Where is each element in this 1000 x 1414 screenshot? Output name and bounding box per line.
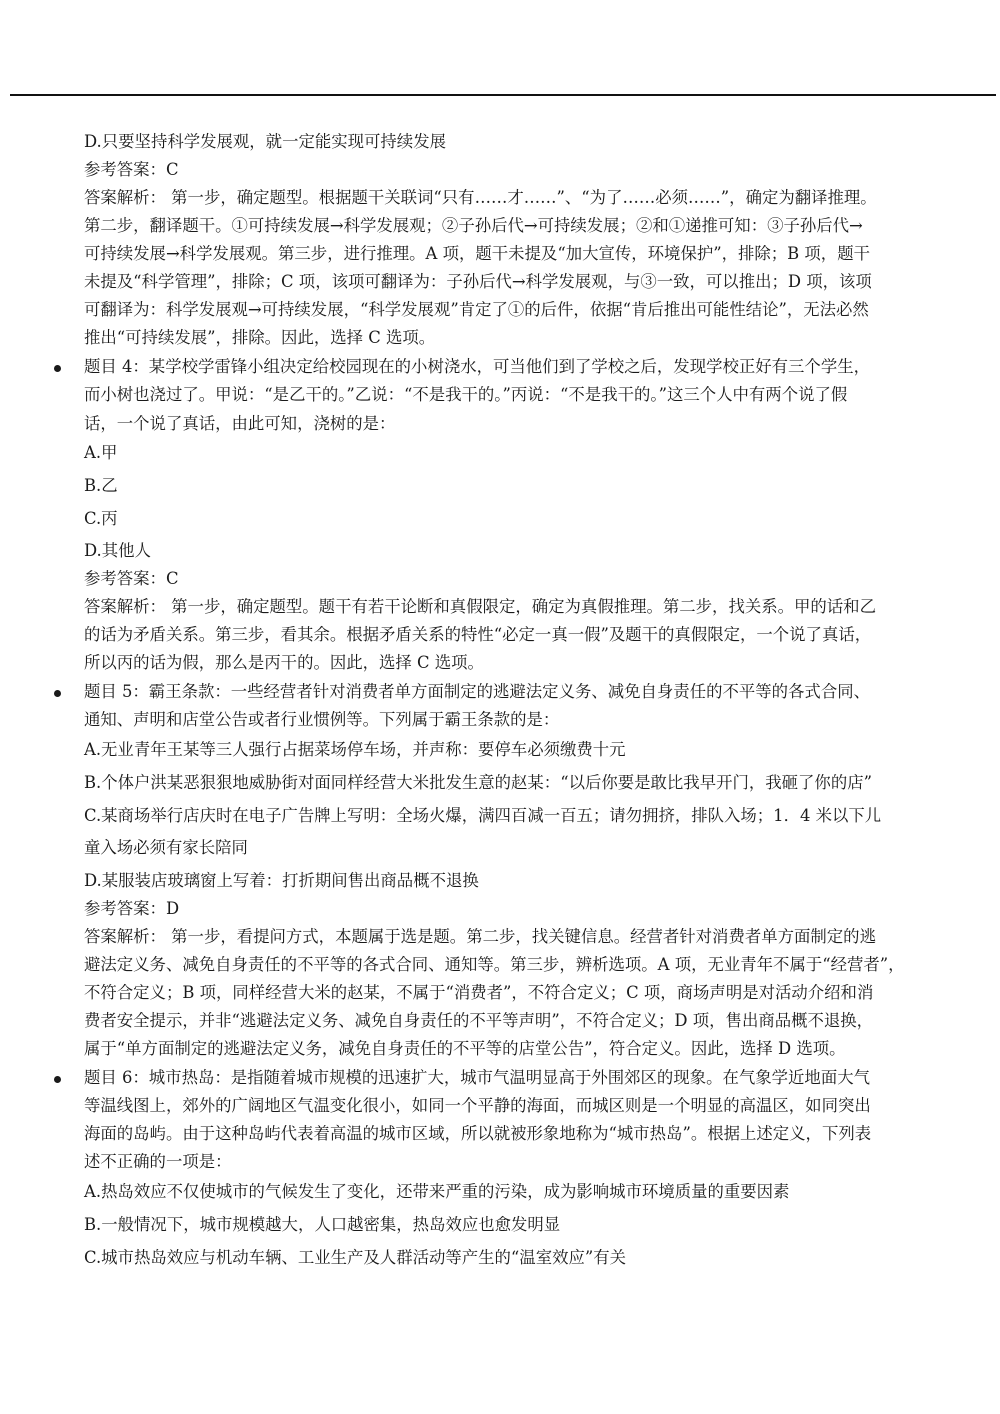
q5-answer: 参考答案：D: [84, 899, 180, 918]
q3-analysis-line: 推出“可持续发展”，排除。因此，选择 C 选项。: [84, 328, 436, 347]
q6-option-a: A.热岛效应不仅使城市的气候发生了变化，还带来严重的污染，成为影响城市环境质量的重要因素: [84, 1182, 790, 1201]
q6-stem-line: 述不正确的一项是：: [84, 1152, 232, 1171]
q5-bullet: [54, 690, 61, 697]
q5-analysis-line: 避法定义务、减免自身责任的不平等的各式合同、通知等。第三步，辨析选项。A 项，无业青年不属于“经营者”，: [84, 955, 905, 974]
q4-analysis-line: 答案解析： 第一步，确定题型。题干有若干论断和真假限定，确定为真假推理。第二步，找关系。甲的话和乙: [84, 597, 876, 616]
q3-option-d: D.只要坚持科学发展观，就一定能实现可持续发展: [84, 132, 446, 151]
q4-stem-line: 话，一个说了真话，由此可知，浇树的是：: [84, 414, 396, 433]
q5-stem-line: 通知、声明和店堂公告或者行业惯例等。下列属于霸王条款的是：: [84, 710, 560, 729]
q5-analysis-line: 答案解析： 第一步，看提问方式，本题属于选是题。第二步，找关键信息。经营者针对消费者单方面制定的逃: [84, 927, 876, 946]
q3-analysis-line: 第二步，翻译题干。①可持续发展→科学发展观；②子孙后代→可持续发展；②和①递推可知：③子孙后代→: [84, 216, 863, 235]
q4-option-a: A.甲: [84, 443, 118, 462]
q6-stem-line: 题目 6：城市热岛：是指随着城市规模的迅速扩大，城市气温明显高于外围郊区的现象。在气象学近地面大气: [84, 1068, 870, 1087]
q3-analysis-line: 未提及“科学管理”，排除；C 项，该项可翻译为：子孙后代→科学发展观，与③一致，可以推出；D 项，该项: [84, 272, 872, 291]
q3-analysis-line: 答案解析： 第一步，确定题型。根据题干关联词“只有……才……”、“为了……必须……”，确定为翻译推理。: [84, 188, 877, 207]
q6-stem-line: 海面的岛屿。由于这种岛屿代表着高温的城市区域，所以就被形象地称为“城市热岛”。根据上述定义，下列表: [84, 1124, 872, 1143]
q3-answer: 参考答案：C: [84, 160, 179, 179]
q4-option-c: C.丙: [84, 509, 118, 528]
q5-stem-line: 题目 5：霸王条款：一些经营者针对消费者单方面制定的逃避法定义务、减免自身责任的不平等的各式合同、: [84, 682, 870, 701]
q4-option-b: B.乙: [84, 476, 118, 495]
q5-option-a: A.无业青年王某等三人强行占据菜场停车场，并声称：要停车必须缴费十元: [84, 740, 626, 759]
q4-stem-line: 而小树也浇过了。甲说：“是乙干的。”乙说：“不是我干的。”丙说：“不是我干的。”这三个人中有两个说了假: [84, 385, 848, 404]
q3-analysis-line: 可翻译为：科学发展观→可持续发展，“科学发展观”肯定了①的后件，依据“肯后推出可能性结论”，无法必然: [84, 300, 869, 319]
q4-answer: 参考答案：C: [84, 569, 179, 588]
q5-option-b: B.个体户洪某恶狠狠地威胁街对面同样经营大米批发生意的赵某：“以后你要是敢比我早开门，我砸了你的店”: [84, 773, 872, 792]
q4-option-d: D.其他人: [84, 541, 151, 560]
q5-option-c: C.某商场举行店庆时在电子广告牌上写明：全场火爆，满四百减一百五；请勿拥挤，排队入场；1．4 米以下儿: [84, 806, 882, 825]
q3-analysis-line: 可持续发展→科学发展观。第三步，进行推理。A 项，题干未提及“加大宣传，环境保护”，排除；B 项，题干: [84, 244, 870, 263]
q6-option-c: C.城市热岛效应与机动车辆、工业生产及人群活动等产生的“温室效应”有关: [84, 1248, 627, 1267]
q6-stem-line: 等温线图上，郊外的广阔地区气温变化很小，如同一个平静的海面，而城区则是一个明显的高温区，如同突出: [84, 1096, 871, 1115]
q4-stem-line: 题目 4：某学校学雷锋小组决定给校园现在的小树浇水，可当他们到了学校之后，发现学校正好有三个学生，: [84, 357, 870, 376]
header-rule: [10, 94, 996, 96]
q5-option-c-cont: 童入场必须有家长陪同: [84, 838, 248, 857]
q5-analysis-line: 不符合定义；B 项，同样经营大米的赵某，不属于“消费者”，不符合定义；C 项，商场声明是对活动介绍和消: [84, 983, 874, 1002]
q5-analysis-line: 费者安全提示，并非“逃避法定义务、减免自身责任的不平等声明”，不符合定义；D 项，售出商品概不退换，: [84, 1011, 874, 1030]
q4-analysis-line: 所以丙的话为假，那么是丙干的。因此，选择 C 选项。: [84, 653, 484, 672]
q4-bullet: [54, 365, 61, 372]
q6-option-b: B.一般情况下，城市规模越大，人口越密集，热岛效应也愈发明显: [84, 1215, 561, 1234]
q5-option-d: D.某服装店玻璃窗上写着：打折期间售出商品概不退换: [84, 871, 479, 890]
q4-analysis-line: 的话为矛盾关系。第三步，看其余。根据矛盾关系的特性“必定一真一假”及题干的真假限定，一个说了真话，: [84, 625, 872, 644]
q6-bullet: [54, 1076, 61, 1083]
q5-analysis-line: 属于“单方面制定的逃避法定义务，减免自身责任的不平等的店堂公告”，符合定义。因此，选择 D 选项。: [84, 1039, 846, 1058]
